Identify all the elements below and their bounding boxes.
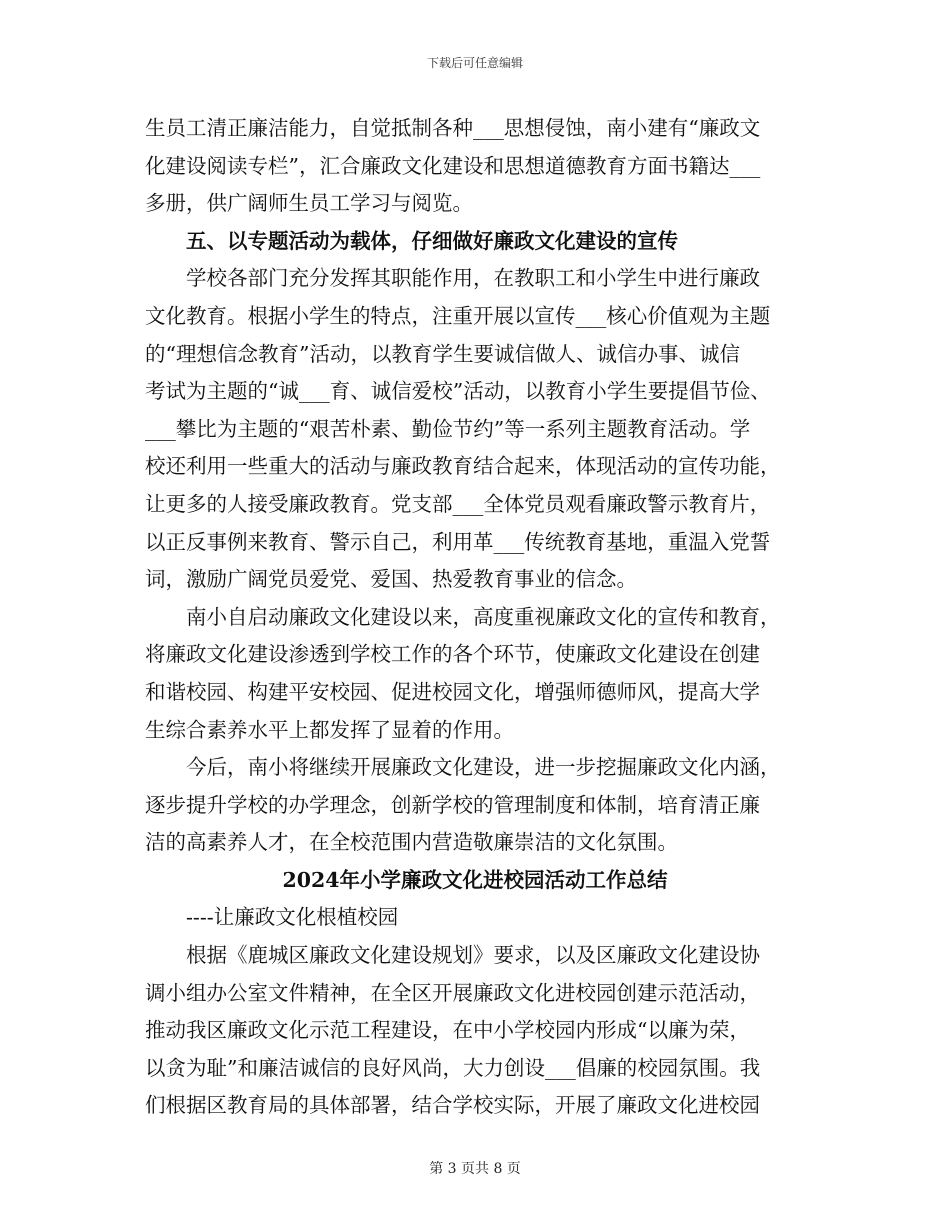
paragraph-line: 逐步提升学校的办学理念，创新学校的管理制度和体制，培育清正廉 [145, 792, 760, 817]
paragraph-line: 的“理想信念教育”活动，以教育学生要诚信做人、诚信办事、诚信 [145, 341, 740, 366]
paragraph-line: 以正反事例来教育、警示自己，利用革___传统教育基地，重温入党誓 [145, 529, 771, 554]
paragraph-line: 根据《鹿城区廉政文化建设规划》要求，以及区廉政文化建设协 [186, 943, 760, 968]
paragraph-line: 文化教育。根据小学生的特点，注重开展以宣传___核心价值观为主题 [145, 303, 771, 328]
paragraph-line: 今后，南小将继续开展廉政文化建设，进一步挖掘廉政文化内涵， [186, 755, 781, 780]
paragraph-line: 将廉政文化建设渗透到学校工作的各个环节，使廉政文化建设在创建 [145, 642, 760, 667]
document-title: 2024年小学廉政文化进校园活动工作总结 [282, 867, 668, 892]
paragraph-line: 化建设阅读专栏”，汇合廉政文化建设和思想道德教育方面书籍达___ [145, 153, 761, 178]
page-footer: 第 3 页共 8 页 [429, 1161, 521, 1177]
paragraph-line: 洁的高素养人才，在全校范围内营造敬廉崇洁的文化氛围。 [145, 830, 678, 855]
paragraph-line: 南小自启动廉政文化建设以来，高度重视廉政文化的宣传和教育， [186, 604, 781, 629]
paragraph-line: 和谐校园、构建平安校园、促进校园文化，增强师德师风，提高大学 [145, 679, 760, 704]
paragraph-line: 学校各部门充分发挥其职能作用，在教职工和小学生中进行廉政 [186, 266, 760, 291]
paragraph-line: 以贪为耻”和廉洁诚信的良好风尚，大力创设___倡廉的校园氛围。我 [145, 1055, 761, 1080]
paragraph-line: 推动我区廉政文化示范工程建设，在中小学校园内形成“以廉为荣， [145, 1018, 750, 1043]
section-heading: 五、以专题活动为载体，仔细做好廉政文化建设的宣传 [186, 228, 678, 253]
paragraph-line: 校还利用一些重大的活动与廉政教育结合起来，体现活动的宣传功能， [145, 454, 781, 479]
paragraph-line: 多册，供广阔师生员工学习与阅览。 [145, 191, 473, 216]
paragraph-line: ___攀比为主题的“艰苦朴素、勤俭节约”等一系列主题教育活动。学 [145, 416, 751, 441]
document-subtitle: ----让廉政文化根植校园 [186, 905, 399, 930]
paragraph-line: 调小组办公室文件精神，在全区开展廉政文化进校园创建示范活动， [145, 980, 760, 1005]
paragraph-line: 词，激励广阔党员爱党、爱国、热爱教育事业的信念。 [145, 567, 637, 592]
paragraph-line: 生员工清正廉洁能力，自觉抵制各种___思想侵蚀，南小建有“廉政文 [145, 116, 761, 140]
paragraph-line: 考试为主题的“诚___育、诚信爱校”活动，以教育小学生要提倡节俭、 [145, 379, 771, 404]
document-body [145, 110, 805, 1125]
paragraph-line: 们根据区教育局的具体部署，结合学校实际，开展了廉政文化进校园 [145, 1093, 760, 1118]
paragraph-line: 让更多的人接受廉政教育。党支部___全体党员观看廉政警示教育片， [145, 491, 771, 516]
page-header: 下载后可任意编辑 [426, 56, 523, 70]
paragraph-line: 生综合素养水平上都发挥了显着的作用。 [145, 717, 514, 742]
